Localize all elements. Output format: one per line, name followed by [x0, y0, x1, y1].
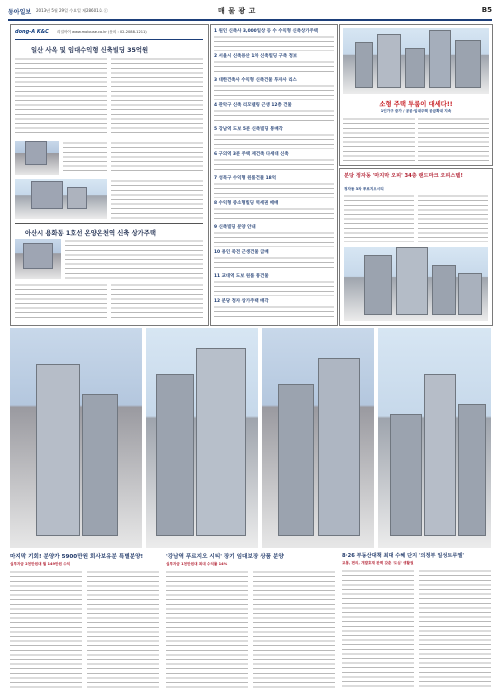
listing-item: [214, 249, 334, 272]
listing-body: [214, 158, 334, 174]
right-middle-subtitle: 정자동 3차 푸르지오시티: [344, 187, 384, 191]
listing-item: [214, 102, 334, 125]
listing-title: 9 신축빌딩 분양 안내: [214, 225, 256, 230]
text-column: [87, 570, 159, 688]
bottom-left-sub: 실투자금 2천만원대 월 149만원 수익: [10, 562, 71, 566]
text-column: [343, 117, 415, 161]
text-column: [111, 179, 203, 219]
bottom-mid-sub: 실투자금 1천만원대 최대 수익률 14%: [166, 562, 228, 566]
masthead: [8, 6, 492, 18]
text-column: [15, 57, 107, 137]
building-photo: [15, 179, 107, 219]
right-top-title: 소형 주택 투룸이 대세다!!: [379, 101, 453, 108]
listing-item: [214, 28, 334, 51]
listing-body: [214, 207, 334, 223]
text-column: [342, 569, 414, 687]
masthead-rule: [8, 19, 492, 21]
bottom-mid-image-2: [262, 328, 374, 548]
bottom-right-ad: [342, 552, 492, 691]
brand-info: 리얼아이 www.molouse.co.kr (문의 : 02-2088-1211): [57, 30, 147, 34]
bottom-left-ad: [10, 552, 160, 692]
listing-item: [214, 273, 334, 296]
listing-title: 4 관악구 신축 리모델링 근생 12층 건물: [214, 102, 292, 108]
bottom-mid-image-1: [146, 328, 258, 548]
listing-title: 10 용인 죽전 근생건물 급매: [214, 249, 269, 255]
listing-item: [214, 53, 334, 76]
text-column: [166, 570, 248, 688]
date-line: 2013년 5월 29일 수요일 제28601호 ⓒ: [36, 8, 108, 13]
bottom-right-image: [378, 328, 491, 548]
left-ad-block: [10, 24, 209, 326]
listing-title: 3 대한건축사 수익형 신축건물 투자사 리스: [214, 78, 297, 83]
text-column: [111, 283, 203, 321]
section-title: 매 물 광 고: [218, 6, 256, 15]
right-top-ad: [339, 24, 493, 166]
divider: [15, 39, 203, 40]
listing-title: 5 강남역 도보 5분 신축빌딩 통매각: [214, 127, 283, 132]
page-number: B5: [481, 6, 492, 14]
text-column: [65, 239, 203, 279]
listing-body: [214, 231, 334, 247]
text-column: [15, 283, 107, 321]
listing-title: 7 성북구 수익형 원룸건물 18억: [214, 176, 276, 181]
building-photo: [15, 141, 59, 175]
listing-item: [214, 200, 334, 223]
listing-body: [214, 35, 334, 51]
text-column: [63, 141, 107, 175]
listing-item: [214, 77, 334, 100]
bottom-left-image: [10, 328, 142, 548]
listing-title: 12 분당 정자 상가주택 매각: [214, 298, 269, 304]
bottom-mid-title: '강남역 푸르지오 시티' 장기 임대보장 상품 분양: [166, 554, 284, 560]
section2-title: 아산시 용화동 1호선 온양온천역 신축 상가주택: [25, 230, 156, 237]
paper-name: 동아일보: [8, 9, 32, 16]
listing-item: [214, 298, 334, 321]
listing-body: [214, 60, 334, 76]
listing-body: [214, 84, 334, 100]
listing-title: 2 서울시 신축용산 1차 신축빌딩 구축 정보: [214, 53, 298, 59]
skyline-photo: [343, 28, 489, 94]
listing-item: [214, 126, 334, 149]
bottom-right-title: 8·26 부동산대책 최대 수혜 단지 '의정부 일성트루엘': [342, 553, 465, 559]
listing-body: [214, 133, 334, 149]
tower-photo: [344, 247, 488, 321]
listing-body: [214, 182, 334, 198]
listing-body: [214, 256, 334, 272]
middle-listings: [210, 24, 338, 326]
listing-item: [214, 175, 334, 198]
text-column: [419, 569, 491, 687]
bottom-mid-ad: [166, 552, 336, 692]
text-column: [111, 57, 203, 137]
brand-logo: dong-A K&C: [15, 29, 49, 35]
listing-body: [214, 280, 334, 296]
building-photo: [15, 239, 61, 279]
text-column: [344, 194, 414, 242]
listing-body: [214, 305, 334, 321]
listing-item: [214, 151, 334, 174]
right-middle-title: 분당 정자동 '마지막 오피' 34층 랜드마크 오피스텔!: [344, 173, 463, 179]
listing-title: 8 수익형 중소형빌딩 역세권 매매: [214, 200, 279, 206]
text-column: [10, 570, 82, 688]
right-top-subtitle: 1인가구 증가 / 공공·임대주택 공급확대 지속: [380, 109, 452, 113]
bottom-right-sub: 교통, 편의, 개발호재 완벽 갖춘 '도심' 생활권: [342, 561, 414, 565]
text-column: [418, 194, 488, 242]
listing-title: 6 구의역 3분 주택 재건축 다세대 신축: [214, 151, 289, 157]
bottom-left-title: 마지막 기회! 분양가 5900만원 회사보유분 특별분양!: [10, 554, 144, 560]
right-middle-ad: [339, 168, 493, 326]
listing-title: 1 원인 신축사 3,000일상 등 수 수익형 신축상가주택: [214, 29, 318, 34]
section1-title: 일산 사옥 및 임대수익형 신축빌딩 35억원: [31, 47, 149, 54]
divider: [15, 223, 203, 224]
text-column: [253, 570, 335, 688]
listing-title: 11 교대역 도보 원룸 통건물: [214, 274, 269, 279]
text-column: [111, 141, 203, 175]
listing-body: [214, 109, 334, 125]
listing-item: [214, 224, 334, 247]
text-column: [418, 117, 489, 161]
